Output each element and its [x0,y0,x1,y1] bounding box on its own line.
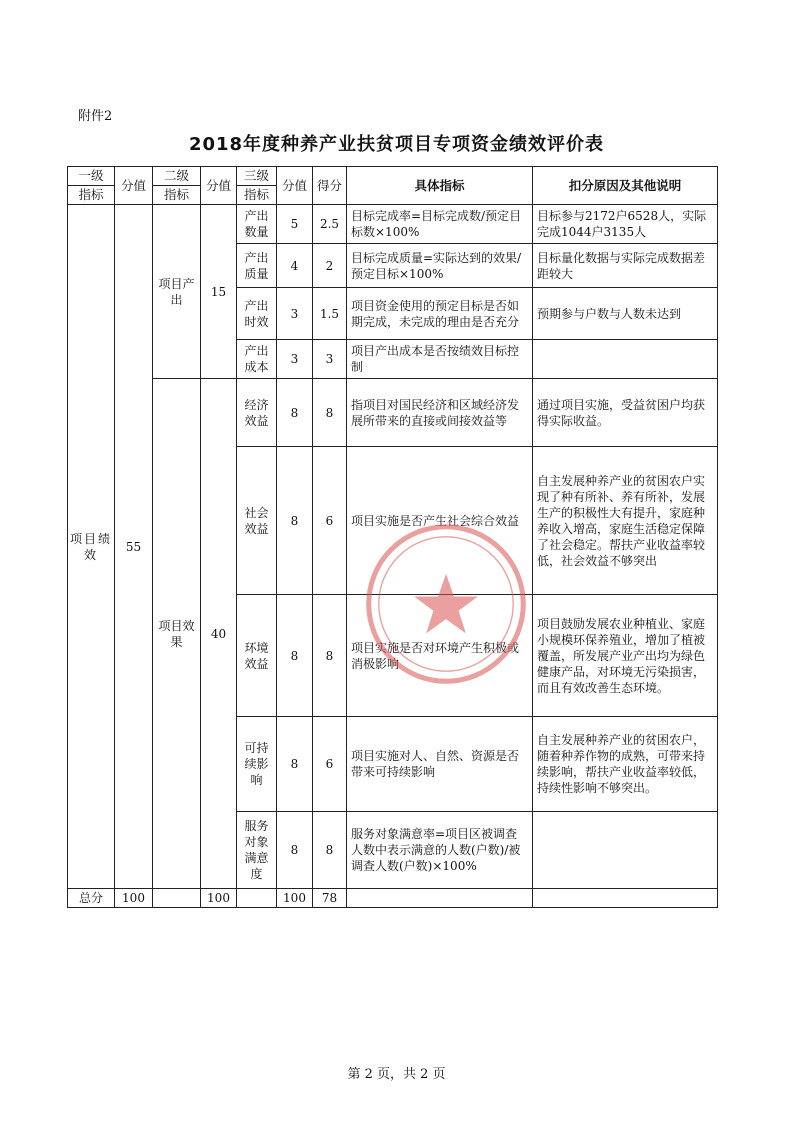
level1-score: 55 [115,205,153,889]
header-level1-top: 一级 [68,167,115,186]
indicator-score: 8 [277,447,313,595]
indicator-score: 3 [277,340,313,379]
header-score2: 分值 [201,167,237,205]
indicator-score: 3 [277,288,313,340]
indicator-remark [533,812,718,889]
indicator-remark: 通过项目实施，受益贫困户均获得实际收益。 [533,379,718,447]
indicator-name: 环境效益 [237,595,277,717]
header-level3-bottom: 指标 [237,186,277,205]
indicator-name: 可持续影响 [237,717,277,812]
indicator-got: 8 [313,812,347,889]
total-empty-2 [237,889,277,908]
header-score1: 分值 [115,167,153,205]
indicator-remark: 预期参与户数与人数未达到 [533,288,718,340]
indicator-spec: 项目产出成本是否按绩效目标控制 [347,340,533,379]
indicator-score: 5 [277,205,313,244]
group-score: 15 [201,205,237,379]
indicator-spec: 项目实施是否产生社会综合效益 [347,447,533,595]
level1-name: 项目绩效 [68,205,115,889]
header-remark: 扣分原因及其他说明 [533,167,718,205]
total-score1: 100 [115,889,153,908]
total-score2: 100 [201,889,237,908]
indicator-score: 8 [277,812,313,889]
annex-label: 附件2 [78,109,113,124]
indicator-name: 产出时效 [237,288,277,340]
indicator-spec: 项目实施是否对环境产生积极或消极影响 [347,595,533,717]
indicator-spec: 目标完成质量=实际达到的效果/预定目标×100% [347,244,533,288]
header-score3: 分值 [277,167,313,205]
indicator-remark: 自主发展种养产业的贫困农户实现了种有所补、养有所补，发展生产的积极性大有提升，家庭种养收入增高，家庭生活稳定保障了社会稳定。帮扶产业收益率较低，社会效益不够突出 [533,447,718,595]
total-row [68,889,718,908]
indicator-name: 经济效益 [237,379,277,447]
indicator-score: 4 [277,244,313,288]
indicator-score: 8 [277,595,313,717]
indicator-got: 8 [313,379,347,447]
total-label: 总分 [68,889,115,908]
total-empty-3 [347,889,533,908]
page-footer: 第 2 页，共 2 页 [347,1067,446,1082]
indicator-got: 3 [313,340,347,379]
total-empty-1 [153,889,201,908]
header-level2-bottom: 指标 [153,186,201,205]
evaluation-table [67,166,718,908]
indicator-name: 产出成本 [237,340,277,379]
indicator-remark: 自主发展种养产业的贫困农户，随着种养作物的成熟，可带来持续影响，帮扶产业收益率较低，持续性影响不够突出。 [533,717,718,812]
indicator-got: 6 [313,447,347,595]
header-level2-top: 二级 [153,167,201,186]
indicator-spec: 项目资金使用的预定目标是否如期完成，未完成的理由是否充分 [347,288,533,340]
indicator-remark: 项目鼓励发展农业种植业、家庭小规模环保养殖业，增加了植被覆盖，所发展产业产出均为绿色健康产品，对环境无污染损害，而且有效改善生态环境。 [533,595,718,717]
group-score: 40 [201,379,237,889]
indicator-spec: 指项目对国民经济和区域经济发展所带来的直接或间接效益等 [347,379,533,447]
indicator-name: 社会效益 [237,447,277,595]
header-got: 得分 [313,167,347,205]
header-level1-bottom: 指标 [68,186,115,205]
total-empty-4 [533,889,718,908]
indicator-spec: 项目实施对人、自然、资源是否带来可持续影响 [347,717,533,812]
header-row-1 [68,167,718,186]
page-title: 2018年度种养产业扶贫项目专项资金绩效评价表 [188,134,605,155]
header-level3-top: 三级 [237,167,277,186]
table-row [68,205,718,244]
group-name: 项目效果 [153,379,201,889]
indicator-name: 产出数量 [237,205,277,244]
header-spec: 具体指标 [347,167,533,205]
indicator-got: 6 [313,717,347,812]
indicator-remark: 目标参与2172户6528人，实际完成1044户3135人 [533,205,718,244]
total-score3: 100 [277,889,313,908]
indicator-remark [533,340,718,379]
indicator-score: 8 [277,379,313,447]
indicator-name: 服务对象满意度 [237,812,277,889]
table-row [68,379,718,447]
indicator-remark: 目标量化数据与实际完成数据差距较大 [533,244,718,288]
group-name: 项目产出 [153,205,201,379]
indicator-spec: 服务对象满意率=项目区被调查人数中表示满意的人数(户数)/被调查人数(户数)×100% [347,812,533,889]
total-got: 78 [313,889,347,908]
indicator-name: 产出质量 [237,244,277,288]
indicator-score: 8 [277,717,313,812]
indicator-got: 2.5 [313,205,347,244]
indicator-got: 1.5 [313,288,347,340]
indicator-got: 8 [313,595,347,717]
indicator-got: 2 [313,244,347,288]
indicator-spec: 目标完成率=目标完成数/预定目标数×100% [347,205,533,244]
